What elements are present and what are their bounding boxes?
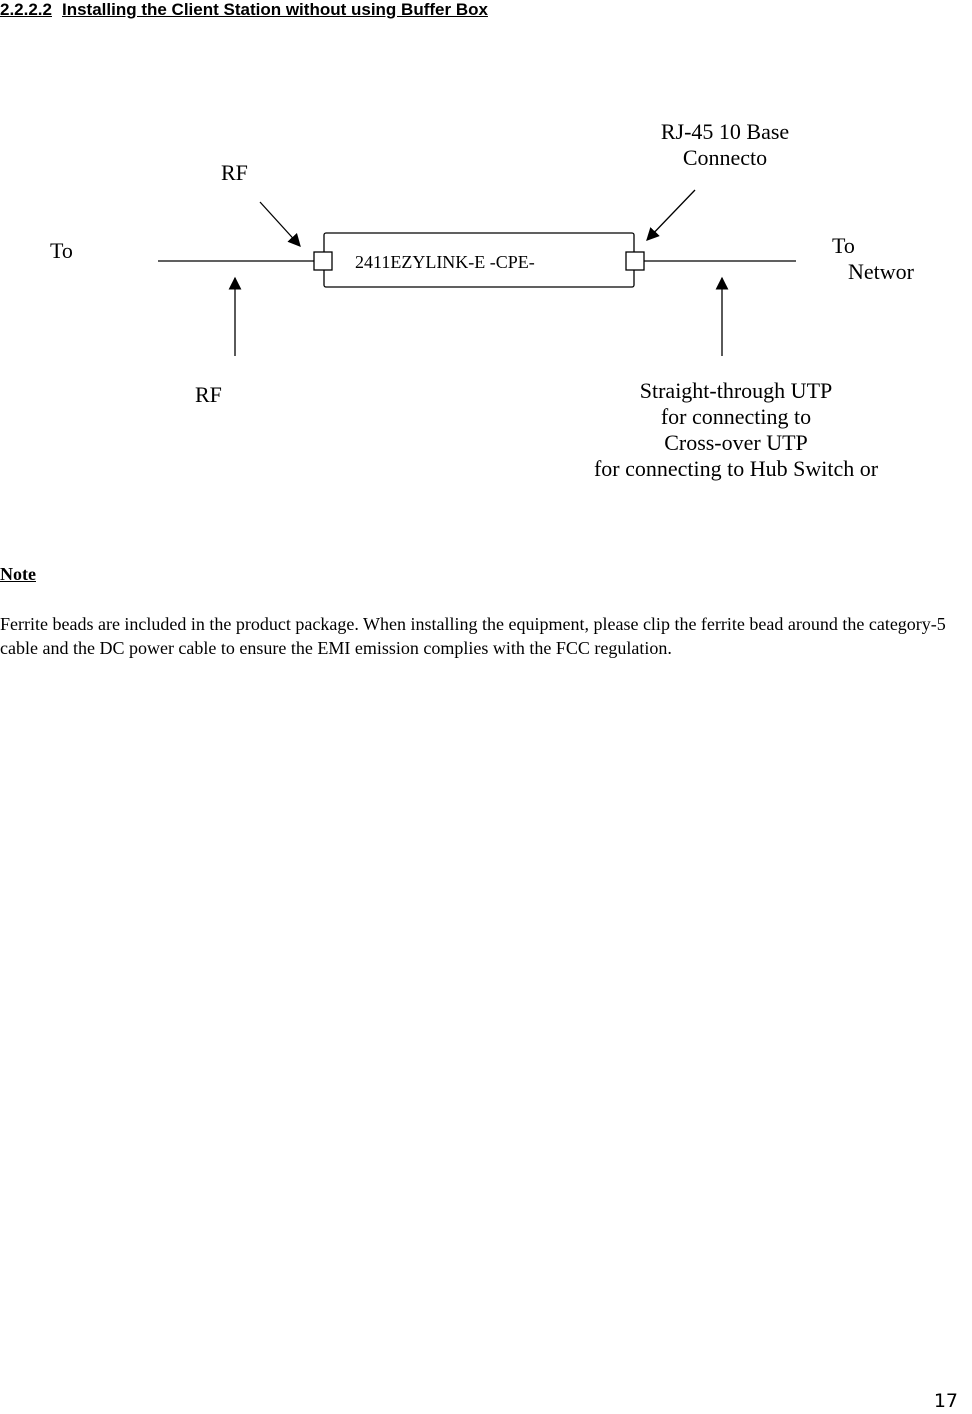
note-title: Note [0, 564, 36, 584]
to-network-line1: To [832, 233, 855, 258]
cable-line1: Straight-through UTP [639, 378, 833, 403]
section-title: Installing the Client Station without using Buffer Box [62, 0, 488, 19]
rj45-label-line1: RJ-45 10 Base [660, 119, 790, 144]
cable-line3: Cross-over UTP [664, 430, 808, 455]
rf-connector [314, 252, 332, 270]
cable-line4: for connecting to Hub Switch or [593, 456, 879, 481]
note-body: Ferrite beads are included in the product package. When installing the equipment, please clip the ferrite bead around the category-5 cable and the DC power cable to ensure the EMI emission complies with the FCC regulation. [0, 614, 946, 658]
cable-line2: for connecting to [660, 404, 812, 429]
page-number: 17 [933, 1390, 958, 1412]
to-left-label: To [50, 238, 73, 263]
to-network-label [832, 233, 914, 285]
rf-top-arrow [260, 202, 300, 246]
section-number: 2.2.2.2 [0, 0, 52, 19]
rf-top-label: RF [221, 160, 248, 185]
to-network-line2: Networ [848, 259, 914, 284]
rj45-arrow [647, 190, 695, 240]
cable-description [566, 378, 906, 482]
rj45-connector [626, 252, 644, 270]
device-label: 2411EZYLINK-E -CPE- [355, 252, 535, 272]
rf-bottom-label: RF [195, 382, 222, 407]
rj45-label [640, 119, 810, 171]
rj45-label-line2: Connecto [682, 145, 768, 170]
connection-diagram [0, 0, 972, 520]
